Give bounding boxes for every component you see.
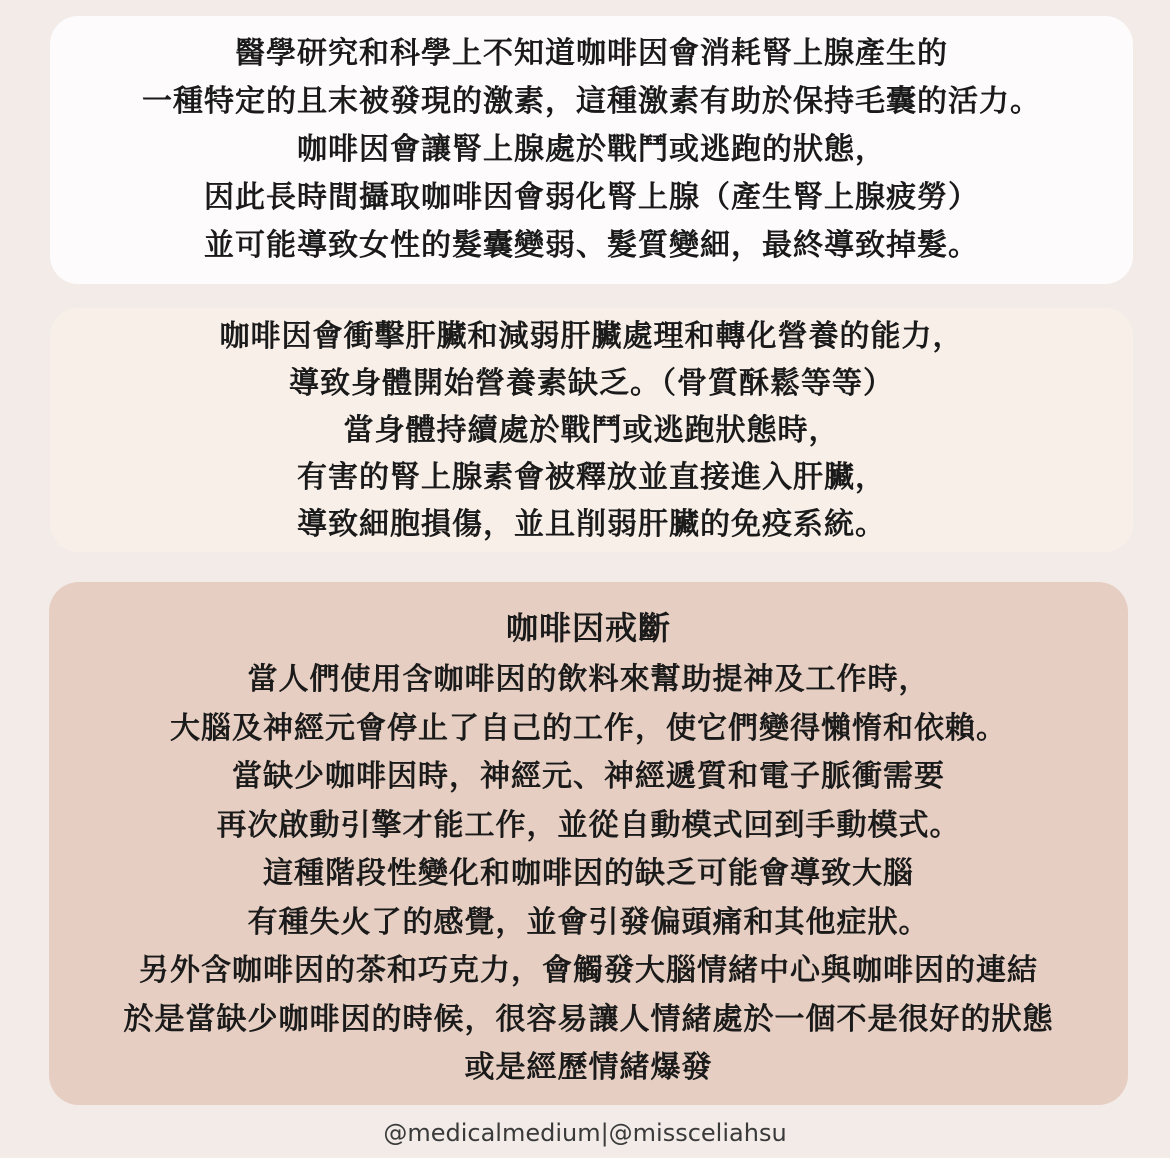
card-adrenal bbox=[50, 16, 1133, 284]
text-line: 當人們使用含咖啡因的飲料來幫助提神及工作時， bbox=[247, 662, 930, 698]
card-withdrawal bbox=[49, 582, 1128, 1105]
text-line: 有種失火了的感覺，並會引發偏頭痛和其他症狀。 bbox=[247, 904, 930, 940]
card-title: 咖啡因戒斷 bbox=[505, 609, 671, 648]
text-line: 導致細胞損傷，並且削弱肝臟的免疫系統。 bbox=[297, 506, 886, 542]
text-line: 咖啡因會衝擊肝臟和減弱肝臟處理和轉化營養的能力， bbox=[219, 318, 964, 354]
footer-credit: @medicalmedium|@missceliahsu bbox=[383, 1119, 787, 1147]
text-line: 並可能導致女性的髮囊變弱、髮質變細，最終導致掉髮。 bbox=[204, 228, 979, 263]
text-line: 因此長時間攝取咖啡因會弱化腎上腺（產生腎上腺疲勞） bbox=[204, 180, 979, 215]
text-line: 咖啡因會讓腎上腺處於戰鬥或逃跑的狀態， bbox=[297, 132, 886, 167]
text-line: 再次啟動引擎才能工作，並從自動模式回到手動模式。 bbox=[216, 807, 961, 843]
text-line: 於是當缺少咖啡因的時候，很容易讓人情緒處於一個不是很好的狀態 bbox=[123, 1001, 1054, 1037]
text-line: 一種特定的且末被發現的激素，這種激素有助於保持毛囊的活力。 bbox=[142, 84, 1041, 119]
text-line: 大腦及神經元會停止了自己的工作，使它們變得懶惰和依賴。 bbox=[170, 710, 1007, 746]
text-line: 導致身體開始營養素缺乏。（骨質酥鬆等等） bbox=[289, 365, 894, 401]
text-line: 這種階段性變化和咖啡因的缺乏可能會導致大腦 bbox=[263, 856, 914, 892]
text-line: 當身體持續處於戰鬥或逃跑狀態時， bbox=[343, 412, 840, 448]
text-line: 當缺少咖啡因時，神經元、神經遞質和電子脈衝需要 bbox=[232, 759, 945, 795]
text-line: 醫學研究和科學上不知道咖啡因會消耗腎上腺產生的 bbox=[235, 36, 948, 71]
text-line: 另外含咖啡因的茶和巧克力，會觸發大腦情緒中心與咖啡因的連結 bbox=[139, 953, 1038, 989]
card-liver bbox=[50, 308, 1133, 552]
text-line: 或是經歷情緒爆發 bbox=[464, 1050, 713, 1086]
text-line: 有害的腎上腺素會被釋放並直接進入肝臟， bbox=[297, 459, 886, 495]
